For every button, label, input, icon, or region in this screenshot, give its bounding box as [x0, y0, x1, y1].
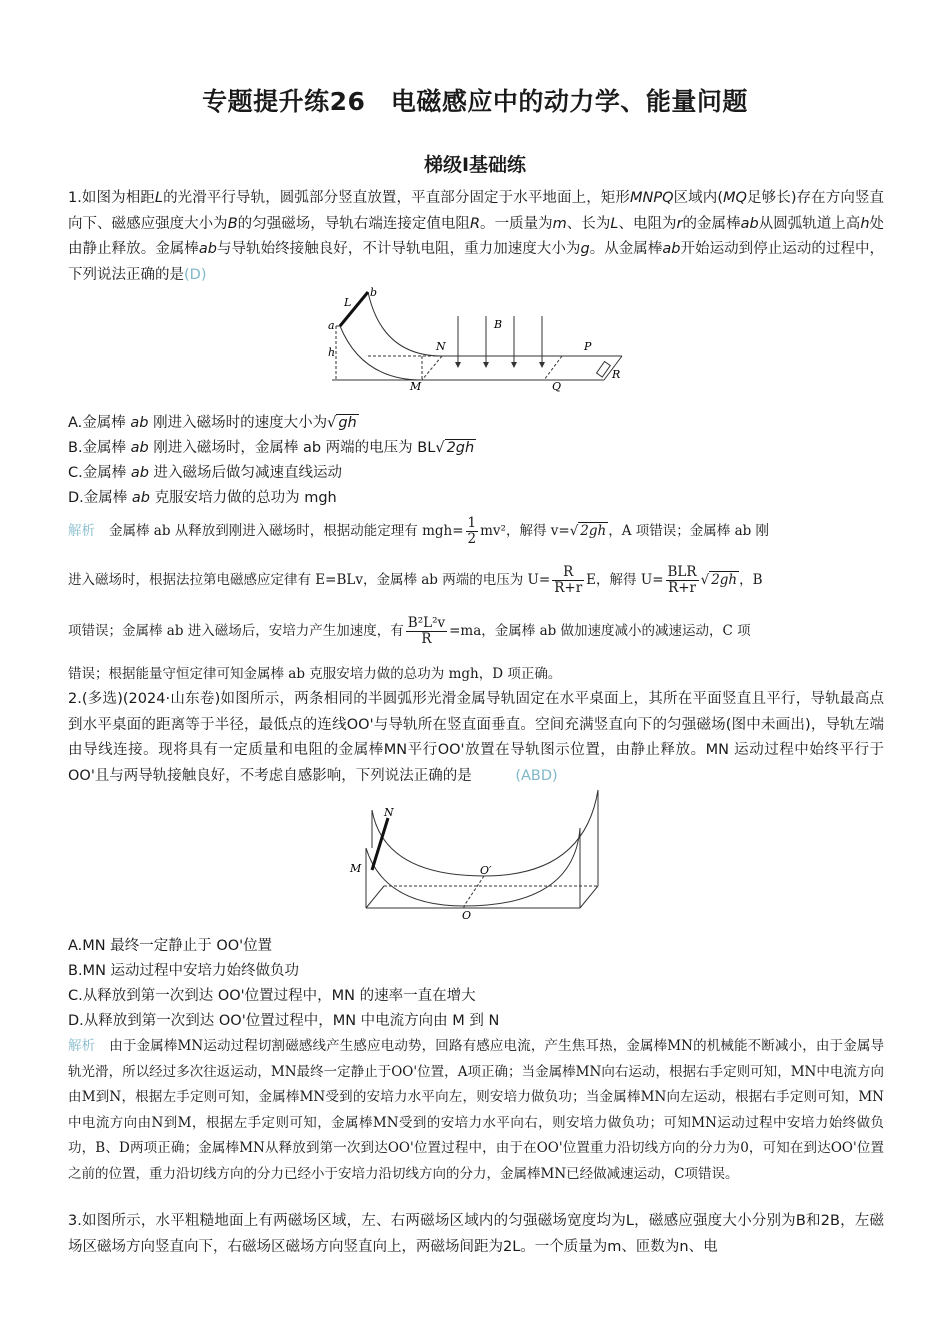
q2-option-a: A.MN 最终一定静止于 OO'位置	[68, 938, 273, 954]
q1-analysis-line-2: 进入磁场时，根据法拉第电磁感应定律有 E=BLv，金属棒 ab 两端的电压为 U= $\frac{R}{R+r}$ E，解得 U= $\frac{\text{BLR}}{R+r}$ √ 2gh ，B	[68, 564, 763, 596]
page-title: 专题提升练26 电磁感应中的动力学、能量问题	[202, 87, 748, 116]
q1-analysis-line-4: 错误；根据能量守恒定律可知金属棒 ab 克服安培力做的总功为 mgh，D 项正确。	[68, 666, 562, 682]
fig2-label-O: O	[462, 909, 472, 920]
figure-2-semicircle-rails	[344, 788, 608, 920]
fig2-label-M: M	[350, 862, 362, 875]
fig2-label-N: N	[384, 806, 394, 819]
q1-analysis-line-1: 解析 金属棒 ab 从释放到刚进入磁场时，根据动能定理有 mgh= $\frac{1}{2}$ mv²，解得 v=√ 2gh ，A 项错误；金属棒 ab 刚	[68, 515, 770, 547]
q2-option-b: B.MN 运动过程中安培力始终做负功	[68, 963, 300, 979]
fig1-label-M: M	[410, 380, 422, 393]
fig2-label-O-prime: O′	[480, 864, 492, 877]
fig1-label-P: P	[584, 340, 592, 353]
q2-option-d: D.从释放到第一次到达 OO'位置过程中，MN 中电流方向由 M 到 N	[68, 1013, 500, 1029]
fig1-label-a: a	[328, 319, 335, 332]
section-heading: 梯级Ⅰ基础练	[423, 154, 527, 176]
fig1-label-h: h	[328, 346, 336, 359]
question-2-answer: (ABD)	[515, 767, 558, 784]
q2-option-c: C.从释放到第一次到达 OO'位置过程中，MN 的速率一直在增大	[68, 988, 476, 1004]
q1-option-a: A.金属棒 ab 刚进入磁场时的速度大小为√ gh	[68, 415, 357, 431]
question-2-text: 2.(多选)(2024·山东卷)如图所示，两条相同的半圆弧形光滑金属导轨固定在水平桌面上，其所在平面竖直且平行，导轨最高点到水平桌面的距离等于半径，最低点的连线OO'与导轨所在竖直面垂直。空间充满竖直向下的匀强磁场(图中未画出)，导轨左端由导线连接。现将具有一定质量和电阻的金属棒MN平行OO'放置在导轨图示位置，由静止释放。MN 运动过程中始终平行于OO'且与两导轨接触良好，不考虑自感影响，下列说法正确的是 (ABD)	[68, 691, 884, 784]
q1-option-b: B.金属棒 ab 刚进入磁场时，金属棒 ab 两端的电压为 BL√ 2gh	[68, 440, 475, 456]
fig1-label-B: B	[494, 318, 503, 331]
fig1-label-b: b	[370, 286, 378, 299]
figure-1-rail-diagram	[322, 286, 634, 394]
q1-option-c: C.金属棒 ab 进入磁场后做匀减速直线运动	[68, 465, 343, 481]
q1-analysis-line-3: 项错误；金属棒 ab 进入磁场后，安培力产生加速度，有 $\frac{\text{B²L²v}}{R}$ =ma，金属棒 ab 做加速度减小的减速运动，C 项	[68, 615, 751, 647]
q2-analysis: 解析 由于金属棒MN运动过程切割磁感线产生感应电动势，回路有感应电流，产生焦耳热，金属棒MN的机械能不断减小，由于金属导轨光滑，所以经过多次往返运动，MN最终一定静止于OO'位置，A项正确；当金属棒MN向右运动，根据右手定则可知，MN中电流方向由M到N，根据左手定则可知，金属棒MN受到的安培力水平向左，则安培力做负功；当金属棒MN向左运动，根据右手定则可知，MN中电流方向由N到M，根据左手定则可知，金属棒MN受到的安培力水平向右，则安培力做负功；可知MN运动过程中安培力始终做负功，B、D两项正确；金属棒MN从释放到第一次到达OO'位置过程中，由于在OO'位置重力沿切线方向的分力为0，可知在到达OO'位置之前的位置，重力沿切线方向的分力已经小于安培力沿切线方向的分力，金属棒MN已经做减速运动，C项错误。	[68, 1038, 884, 1182]
fig1-label-Q: Q	[552, 380, 562, 393]
question-3-text: 3.如图所示，水平粗糙地面上有两磁场区域，左、右两磁场区域内的匀强磁场宽度均为L，磁感应强度大小分别为B和2B，左磁场区磁场方向竖直向下，右磁场区磁场方向竖直向上，两磁场间距为2L。一个质量为m、匝数为n、电	[68, 1213, 884, 1255]
fig1-label-N: N	[436, 340, 446, 353]
question-1-answer: (D)	[184, 266, 207, 283]
q1-option-d: D.金属棒 ab 克服安培力做的总功为 mgh	[68, 490, 337, 506]
question-1-text: 1.如图为相距L的光滑平行导轨，圆弧部分竖直放置，平直部分固定于水平地面上，矩形MNPQ区域内(MQ足够长)存在方向竖直向下、磁感应强度大小为B的匀强磁场，导轨右端连接定值电阻R。一质量为m、长为L、电阻为r的金属棒ab从圆弧轨道上高h处由静止释放。金属棒ab与导轨始终接触良好，不计导轨电阻，重力加速度大小为g。从金属棒ab开始运动到停止运动的过程中，下列说法正确的是(D)	[68, 190, 885, 283]
fig1-label-L: L	[344, 296, 352, 309]
fig1-label-R: R	[612, 368, 621, 381]
